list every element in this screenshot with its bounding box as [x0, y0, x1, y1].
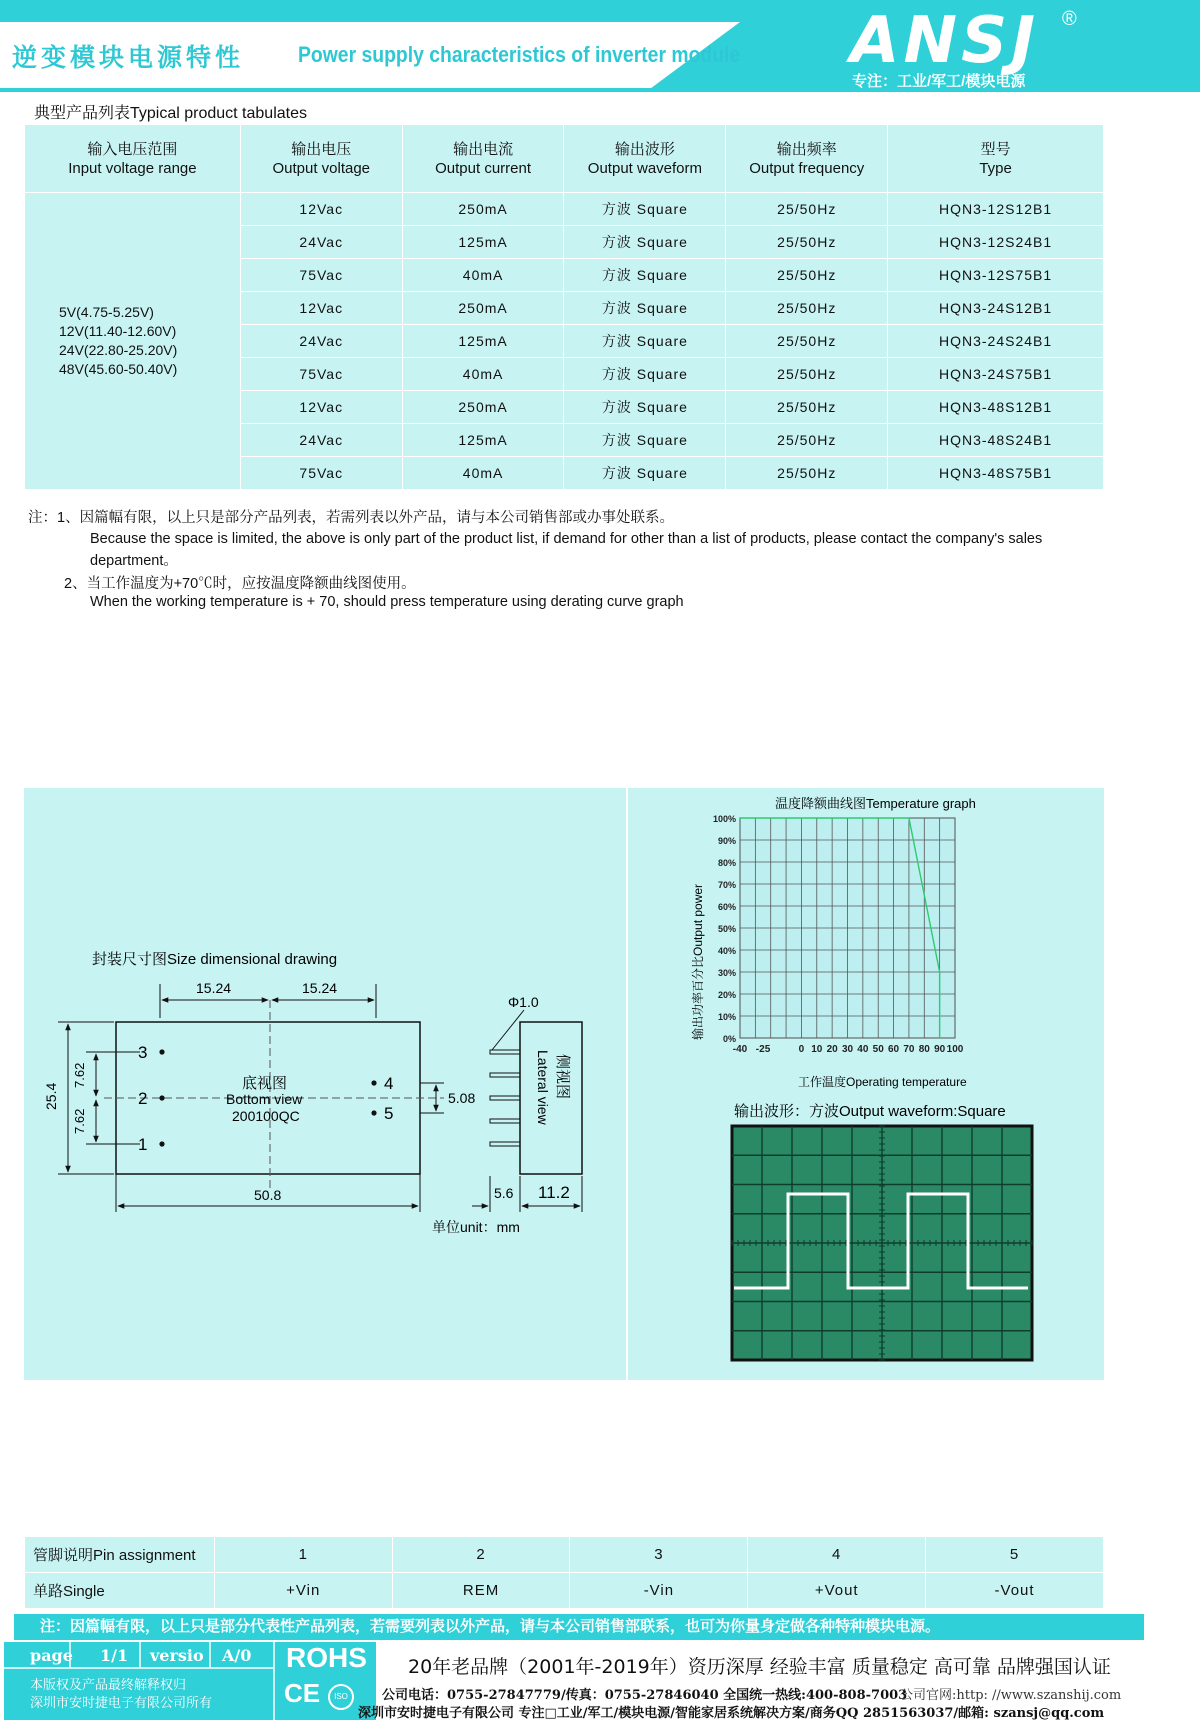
- pin-1-dot: [159, 1141, 164, 1146]
- dim-50-8: 50.8: [254, 1187, 282, 1203]
- table-header-cell: [726, 125, 888, 193]
- header-cn: 输出波形: [614, 140, 675, 158]
- header-cn: 输出电流: [453, 140, 514, 158]
- header-cn: 输出频率: [776, 140, 837, 158]
- output-voltage-cell: 75Vac: [240, 358, 402, 391]
- dim-11-2: 11.2: [538, 1183, 570, 1202]
- output-voltage-cell: 12Vac: [240, 292, 402, 325]
- note-1-en: Because the space is limited, the above is only part of the product list, if demand for other than a list of products, please contact the company's sales department。: [90, 531, 1043, 569]
- lateral-view-label-en: Lateral view: [535, 1050, 551, 1125]
- note-2-en: When the working temperature is + 70, should press temperature using derating curve graph: [90, 594, 684, 610]
- note-1-cn: 注：1、因篇幅有限，以上只是部分产品列表，若需列表以外产品，请与本公司销售部或办事处联系。: [28, 510, 675, 526]
- y-tick-label: 100%: [712, 814, 736, 824]
- lateral-pin: [490, 1073, 520, 1077]
- model-type-cell: HQN3-48S24B1: [888, 424, 1104, 457]
- dim-15-24-b: 15.24: [302, 980, 338, 996]
- output-voltage-cell: 75Vac: [240, 259, 402, 292]
- y-tick-label: 50%: [717, 924, 736, 934]
- rights-line-1: 本版权及产品最终解释权归: [30, 1678, 187, 1693]
- pin-function-row: [25, 1573, 1104, 1609]
- pin-label-4: 4: [384, 1074, 394, 1093]
- x-tick-label: 0: [798, 1044, 805, 1055]
- table-header-cell: [25, 125, 241, 193]
- output-current-cell: 250mA: [402, 391, 564, 424]
- output-current-cell: 40mA: [402, 259, 564, 292]
- output-frequency-cell: 25/50Hz: [726, 325, 888, 358]
- model-type-cell: HQN3-48S75B1: [888, 457, 1104, 490]
- chart-y-label: 输出功率百分比Output power: [691, 883, 705, 1040]
- pin-label-5: 5: [384, 1104, 394, 1123]
- pin-diameter: Φ1.0: [508, 994, 539, 1010]
- rohs-mark: ROHS: [286, 1642, 367, 1673]
- y-tick-label: 90%: [717, 836, 736, 846]
- table-row: [25, 193, 1104, 226]
- pin-label-3: 3: [138, 1043, 148, 1062]
- output-voltage-cell: 24Vac: [240, 226, 402, 259]
- dim-5-08: 5.08: [448, 1090, 476, 1106]
- pin-5-dot: [371, 1110, 376, 1115]
- input-range-item: 12V(11.40-12.60V): [59, 323, 177, 339]
- pin-3-dot: [159, 1049, 164, 1054]
- model-type-cell: HQN3-24S75B1: [888, 358, 1104, 391]
- contact-phone: 公司电话：0755-27847779/传真：0755-27846040 全国统一热线:400-808-7003: [382, 1688, 908, 1703]
- version-label: versio: [150, 1646, 204, 1665]
- y-tick-label: 60%: [717, 902, 736, 912]
- x-tick-label: 10: [811, 1044, 823, 1055]
- temperature-derating-chart: [680, 790, 1080, 1090]
- phi-leader-line: [492, 1010, 524, 1050]
- input-voltage-range-cell: [25, 193, 241, 490]
- model-type-cell: HQN3-12S24B1: [888, 226, 1104, 259]
- dim-15-24-a: 15.24: [196, 980, 232, 996]
- header-en: Input voltage range: [68, 159, 197, 177]
- version-value: A/0: [222, 1646, 252, 1665]
- pin-2-dot: [159, 1095, 164, 1100]
- output-current-cell: 125mA: [402, 226, 564, 259]
- output-waveform-cell: 方波 Square: [564, 457, 726, 490]
- header-slogan: 专注：工业/军工/模块电源: [852, 73, 1026, 90]
- rights-line-2: 深圳市安时捷电子有限公司所有: [30, 1696, 213, 1711]
- page-label: page: [30, 1646, 73, 1665]
- pin-function: -Vout: [926, 1573, 1104, 1609]
- brand-slogan: 20年老品牌（2001年-2019年）资历深厚 经验丰富 质量稳定 高可靠 品牌强国认证: [408, 1656, 1111, 1678]
- table-header-cell: [564, 125, 726, 193]
- pin-number: 5: [926, 1537, 1104, 1573]
- lateral-pin: [490, 1119, 520, 1123]
- y-tick-label: 40%: [717, 946, 736, 956]
- single-output-label: 单路Single: [25, 1573, 215, 1609]
- output-frequency-cell: 25/50Hz: [726, 424, 888, 457]
- x-tick-label: 80: [918, 1044, 930, 1055]
- drawing-title: 封装尺寸图Size dimensional drawing: [92, 951, 338, 968]
- company-address: 深圳市安时捷电子有限公司 专注□工业/军工/模块电源/智能家居系统解决方案/商务QQ 2851563037/邮箱: szansj@qq.com: [358, 1706, 1105, 1721]
- x-tick-label: 40: [857, 1044, 869, 1055]
- model-type-cell: HQN3-12S75B1: [888, 259, 1104, 292]
- pin-number: 4: [748, 1537, 926, 1573]
- dim-25-4: 25.4: [43, 1082, 59, 1110]
- dim-7-62-b: 7.62: [72, 1108, 87, 1134]
- output-waveform-cell: 方波 Square: [564, 292, 726, 325]
- y-tick-label: 20%: [717, 990, 736, 1000]
- website: 公司官网:http: //www.szanshij.com: [900, 1688, 1122, 1703]
- input-range-item: 48V(45.60-50.40V): [59, 361, 178, 377]
- page-title-en: Power supply characteristics of inverter module: [298, 42, 741, 67]
- dimension-drawing: [24, 788, 624, 1380]
- y-tick-label: 30%: [717, 968, 736, 978]
- footer-note: 注：因篇幅有限，以上只是部分代表性产品列表，若需要列表以外产品，请与本公司销售部联系，也可为你量身定做各种特种模块电源。: [14, 1614, 1144, 1640]
- waveform-title: 输出波形：方波Output waveform:Square: [734, 1103, 1006, 1120]
- header-en: Output frequency: [749, 159, 865, 177]
- unit-label: 单位unit：mm: [432, 1219, 520, 1235]
- x-tick-label: 30: [841, 1044, 854, 1055]
- output-waveform-cell: 方波 Square: [564, 259, 726, 292]
- output-current-cell: 40mA: [402, 457, 564, 490]
- output-frequency-cell: 25/50Hz: [726, 292, 888, 325]
- registered-mark: ®: [1062, 8, 1077, 30]
- page-title-cn: 逆变模块电源特性: [12, 43, 245, 72]
- pin-assignment-table: [24, 1536, 1104, 1609]
- page-value: 1/1: [100, 1646, 129, 1665]
- output-frequency-cell: 25/50Hz: [726, 259, 888, 292]
- header-cn: 型号: [980, 140, 1011, 158]
- output-waveform-cell: 方波 Square: [564, 424, 726, 457]
- x-tick-label: 20: [826, 1044, 838, 1055]
- panel-divider: [626, 788, 628, 1380]
- output-current-cell: 125mA: [402, 325, 564, 358]
- dim-7-62-a: 7.62: [72, 1062, 87, 1088]
- part-code: 200100QC: [232, 1108, 300, 1124]
- pin-number: 1: [214, 1537, 392, 1573]
- output-voltage-cell: 24Vac: [240, 424, 402, 457]
- pin-label-1: 1: [138, 1135, 148, 1154]
- y-tick-label: 0%: [722, 1034, 736, 1044]
- output-voltage-cell: 24Vac: [240, 325, 402, 358]
- lateral-pin: [490, 1142, 520, 1146]
- header-en: Type: [979, 159, 1012, 177]
- header-en: Output current: [435, 159, 532, 177]
- output-voltage-cell: 12Vac: [240, 391, 402, 424]
- header-cn: 输入电压范围: [87, 140, 178, 158]
- output-current-cell: 250mA: [402, 292, 564, 325]
- pin-function: -Vin: [570, 1573, 748, 1609]
- output-waveform-cell: 方波 Square: [564, 226, 726, 259]
- input-range-item: 5V(4.75-5.25V): [59, 304, 154, 320]
- model-type-cell: HQN3-48S12B1: [888, 391, 1104, 424]
- output-current-cell: 40mA: [402, 358, 564, 391]
- y-tick-label: 80%: [717, 858, 736, 868]
- x-tick-label: 100: [946, 1044, 964, 1055]
- x-tick-label: 60: [888, 1044, 900, 1055]
- bottom-view-label-cn: 底视图: [242, 1075, 288, 1092]
- chart-title: 温度降额曲线图Temperature graph: [775, 796, 976, 811]
- header-en: Output waveform: [587, 159, 703, 177]
- output-frequency-cell: 25/50Hz: [726, 358, 888, 391]
- x-tick-label: 70: [903, 1044, 915, 1055]
- input-range-item: 24V(22.80-25.20V): [59, 342, 178, 358]
- table-header-cell: [888, 125, 1104, 193]
- x-tick-label: 50: [872, 1044, 884, 1055]
- output-voltage-cell: 12Vac: [240, 193, 402, 226]
- pin-number-row: [25, 1537, 1104, 1573]
- y-tick-label: 70%: [717, 880, 736, 890]
- table-caption: 典型产品列表Typical product tabulates: [34, 105, 307, 122]
- pin-function: +Vout: [748, 1573, 926, 1609]
- output-frequency-cell: 25/50Hz: [726, 457, 888, 490]
- product-table: [24, 124, 1104, 490]
- pin-number: 2: [392, 1537, 570, 1573]
- x-tick-label: -40: [732, 1044, 748, 1055]
- dim-5-6: 5.6: [494, 1185, 514, 1201]
- pin-assignment-label: 管脚说明Pin assignment: [25, 1537, 215, 1573]
- pin-function: +Vin: [214, 1573, 392, 1609]
- lateral-pin: [490, 1050, 520, 1054]
- output-current-cell: 250mA: [402, 193, 564, 226]
- iso-mark: ISO: [328, 1684, 354, 1710]
- table-header-cell: [402, 125, 564, 193]
- pin-4-dot: [371, 1080, 376, 1085]
- header-cn: 输出电压: [291, 140, 352, 158]
- output-waveform-cell: 方波 Square: [564, 358, 726, 391]
- output-frequency-cell: 25/50Hz: [726, 391, 888, 424]
- chart-x-label: 工作温度Operating temperature: [798, 1075, 967, 1089]
- lateral-pin: [490, 1096, 520, 1100]
- output-frequency-cell: 25/50Hz: [726, 226, 888, 259]
- output-waveform-cell: 方波 Square: [564, 391, 726, 424]
- output-waveform-scope: [730, 1098, 1040, 1364]
- lateral-view-label-cn: 侧视图: [554, 1054, 571, 1100]
- pin-function: REM: [392, 1573, 570, 1609]
- output-waveform-cell: 方波 Square: [564, 193, 726, 226]
- output-waveform-cell: 方波 Square: [564, 325, 726, 358]
- brand-logo: ANSJ: [850, 4, 1039, 78]
- model-type-cell: HQN3-24S12B1: [888, 292, 1104, 325]
- note-2-cn: 2、当工作温度为+70℃时，应按温度降额曲线图使用。: [64, 576, 416, 592]
- model-type-cell: HQN3-24S24B1: [888, 325, 1104, 358]
- model-type-cell: HQN3-12S12B1: [888, 193, 1104, 226]
- y-tick-label: 10%: [717, 1012, 736, 1022]
- pin-label-2: 2: [138, 1089, 148, 1108]
- x-tick-label: 90: [934, 1044, 946, 1055]
- pin-number: 3: [570, 1537, 748, 1573]
- ce-mark: CE: [284, 1678, 321, 1708]
- output-current-cell: 125mA: [402, 424, 564, 457]
- output-frequency-cell: 25/50Hz: [726, 193, 888, 226]
- table-header-row: [25, 125, 1104, 193]
- bottom-view-label-en: Bottom view: [226, 1091, 303, 1107]
- table-header-cell: [240, 125, 402, 193]
- header-en: Output voltage: [272, 159, 371, 177]
- output-voltage-cell: 75Vac: [240, 457, 402, 490]
- x-tick-label: -25: [755, 1044, 771, 1055]
